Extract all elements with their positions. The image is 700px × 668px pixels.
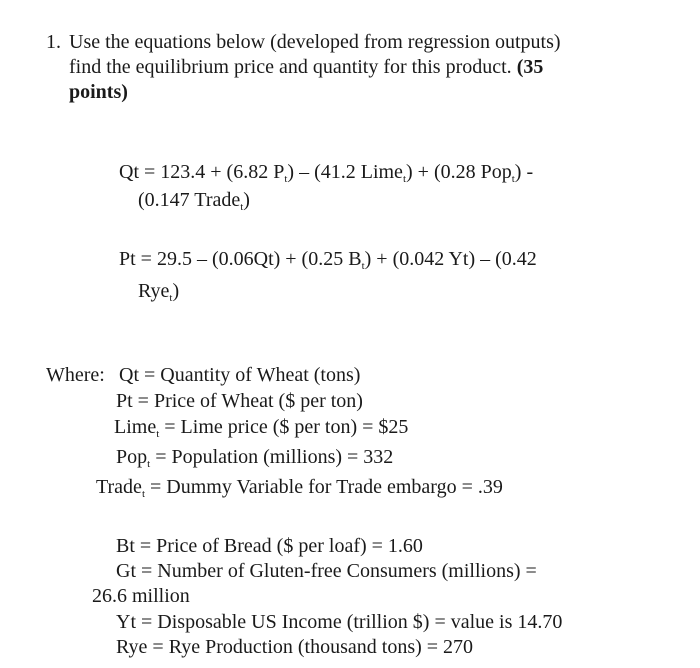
def-text: Pop <box>116 446 148 468</box>
definition-lime <box>114 415 408 439</box>
definition-gt-line-2: 26.6 million <box>92 585 190 607</box>
question-line-2-text: find the equilibrium price and quantity for this product. <box>69 56 512 78</box>
question-line-1: Use the equations below (developed from regression outputs) <box>69 31 561 53</box>
def-text: = Lime price ($ per ton) = $25 <box>159 416 409 438</box>
def-text: Trade <box>96 476 142 498</box>
eq-subscript: t <box>284 173 288 185</box>
eq-text: ) + (0.042 Yt) – (0.42 <box>364 248 537 270</box>
eq-subscript: t <box>402 173 406 185</box>
price-equation-line-2 <box>138 279 179 303</box>
eq-text: ) <box>172 280 180 302</box>
def-text: Lime <box>114 416 157 438</box>
question-line-2 <box>69 55 543 79</box>
eq-subscript: t <box>169 292 173 304</box>
definition-qt: Qt = Quantity of Wheat (tons) <box>119 364 361 386</box>
def-subscript: t <box>141 488 145 500</box>
eq-text: (0.147 Trade <box>138 189 241 211</box>
eq-subscript: t <box>361 260 365 272</box>
eq-text: Rye <box>138 280 170 302</box>
question-number: 1. <box>46 31 61 53</box>
definition-pop <box>116 445 393 469</box>
eq-subscript: t <box>511 173 515 185</box>
eq-text: ) + (0.28 Pop <box>406 161 512 183</box>
definition-yt: Yt = Disposable US Income (trillion $) = value is 14.70 <box>116 611 563 633</box>
eq-text: ) - <box>514 161 534 183</box>
def-text: = Dummy Variable for Trade embargo = .39 <box>145 476 503 498</box>
def-subscript: t <box>147 458 151 470</box>
definition-gt-line-1: Gt = Number of Gluten-free Consumers (millions) = <box>116 560 537 582</box>
eq-subscript: t <box>240 201 244 213</box>
question-points: (35 <box>516 56 544 78</box>
def-text: = Population (millions) = 332 <box>150 446 394 468</box>
definition-pt: Pt = Price of Wheat ($ per ton) <box>116 390 363 412</box>
where-label: Where: <box>46 364 105 386</box>
price-equation-line-1 <box>119 247 537 271</box>
definition-bt: Bt = Price of Bread ($ per loaf) = 1.60 <box>116 535 423 557</box>
eq-text: Qt = 123.4 + (6.82 P <box>119 161 285 183</box>
definition-trade <box>96 475 503 499</box>
quantity-equation-line-1 <box>119 160 533 184</box>
definition-rye: Rye = Rye Production (thousand tons) = 270 <box>116 636 474 658</box>
eq-text: ) <box>243 189 250 211</box>
eq-text: ) – (41.2 Lime <box>287 161 403 183</box>
eq-text: Pt = 29.5 – (0.06Qt) + (0.25 B <box>119 248 362 270</box>
def-subscript: t <box>156 428 160 440</box>
question-line-3: points) <box>69 81 128 103</box>
quantity-equation-line-2 <box>138 188 250 212</box>
